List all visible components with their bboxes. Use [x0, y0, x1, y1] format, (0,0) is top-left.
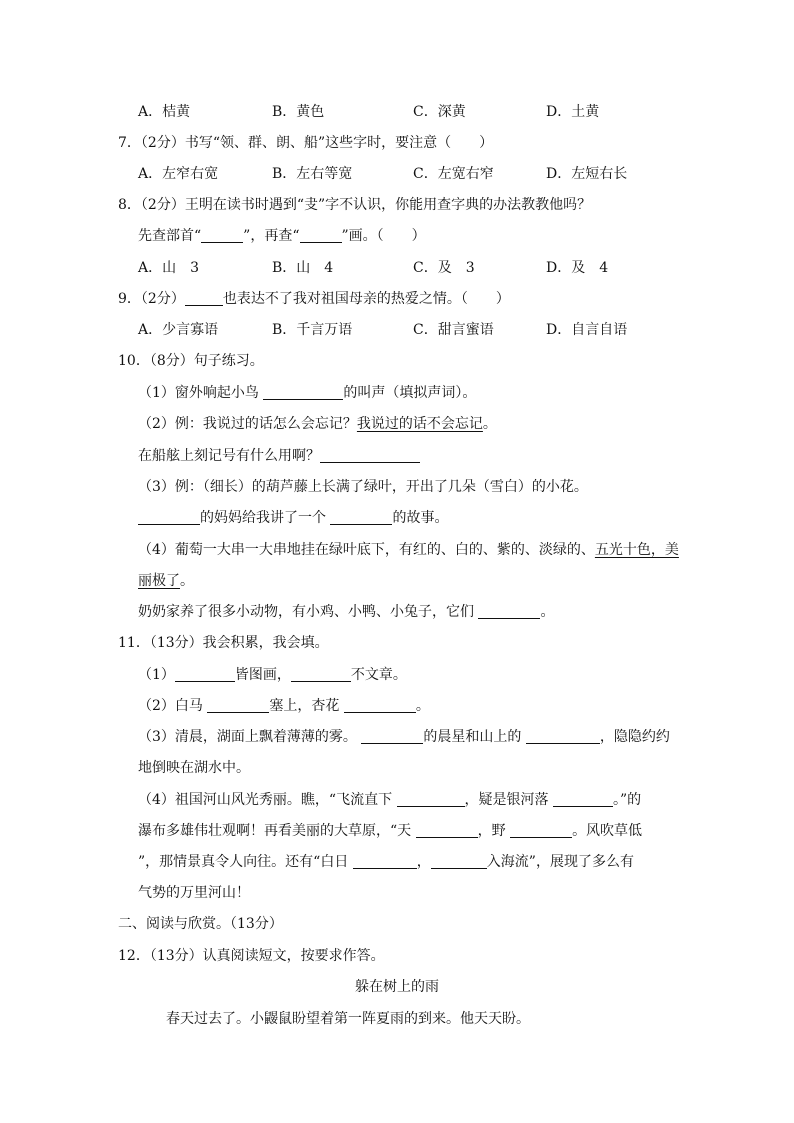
- q9-stem: 9．（2分） 也表达不了我对祖国母亲的热爱之情。（ ）: [118, 291, 510, 307]
- q10-part2: （2）例：我说过的话怎么会忘记？我说过的话不会忘记。: [138, 416, 497, 432]
- q11-p4-blank-1[interactable]: [397, 792, 465, 807]
- q6-option-d[interactable]: D．土黄: [546, 104, 600, 120]
- q8-option-c[interactable]: C．及 3: [413, 260, 475, 276]
- q8-radical-blank[interactable]: [201, 228, 243, 243]
- q11-part4: （4）祖国河山风光秀丽。瞧，“飞流直下 ，疑是银河落 。”的: [138, 792, 642, 808]
- q11-p4-blank-4[interactable]: [510, 823, 572, 838]
- section-2-heading: 二、阅读与欣赏。（13分）: [118, 916, 283, 932]
- q11-p2-blank-1[interactable]: [207, 698, 269, 713]
- q11-p3-blank-1[interactable]: [361, 729, 423, 744]
- q9-options: [138, 320, 738, 340]
- q10-part3: （3）例：（细长）的葫芦藤上长满了绿叶，开出了几朵（雪白）的小花。: [138, 479, 588, 495]
- q8-line2-b: ”，再查“: [243, 228, 300, 244]
- passage-title: 躲在树上的雨: [355, 979, 439, 995]
- q9-option-b[interactable]: B．千言万语: [272, 322, 353, 338]
- q10-p3-blank-2[interactable]: [330, 510, 392, 525]
- q9-option-d[interactable]: D．自言自语: [546, 322, 628, 338]
- q8-options: [138, 258, 738, 278]
- q10-stem: 10．（8分）句子练习。: [118, 353, 264, 369]
- q11-stem: 11．（13分）我会积累，我会填。: [118, 635, 329, 651]
- q11-part4-line4: 气势的万里河山！: [138, 885, 250, 901]
- q11-p4-blank-2[interactable]: [553, 792, 613, 807]
- q8-line2-c: ”画。（ ）: [341, 228, 426, 244]
- q11-p4-blank-5[interactable]: [353, 854, 417, 869]
- q11-part3: （3）清晨，湖面上飘着薄薄的雾。 的晨星和山上的 ，隐隐约约: [138, 729, 670, 745]
- q11-part1: （1） 皆图画， 不文章。: [138, 667, 407, 683]
- q11-part4-line2: 瀑布多雄伟壮观啊！再看美丽的大草原，“天 ，野 。风吹草低: [138, 823, 643, 839]
- q8-stem: 8．（2分）王明在读书时遇到“叏”字不认识，你能用查字典的办法教教他吗？: [118, 197, 592, 213]
- q8-option-a[interactable]: A．山 3: [138, 260, 200, 276]
- q10-part4-cont: 丽极了。: [138, 573, 194, 589]
- q6-option-a[interactable]: A．桔黄: [138, 104, 191, 120]
- q8-option-d[interactable]: D．及 4: [546, 260, 609, 276]
- q11-p3-blank-2[interactable]: [526, 729, 600, 744]
- q10-p2-blank[interactable]: [320, 448, 420, 463]
- q11-part2: （2）白马 塞上，杏花 。: [138, 698, 430, 714]
- q10-part1: （1）窗外响起小鸟 的叫声（填拟声词）。: [138, 385, 477, 401]
- q7-stem: 7．（2分）书写“领、群、朗、船”这些字时，要注意（ ）: [118, 135, 494, 151]
- q10-part4: （4）葡萄一大串一大串地挂在绿叶底下，有红的、白的、紫的、淡绿的、五光十色，美: [138, 542, 679, 558]
- q10-p3-blank-1[interactable]: [138, 510, 200, 525]
- q10-part2-question: 在船舷上刻记号有什么用啊？: [138, 446, 420, 466]
- q10-p1-blank[interactable]: [263, 385, 343, 400]
- q8-stroke-blank[interactable]: [300, 228, 342, 243]
- q11-part3-cont: 地倒映在湖水中。: [138, 760, 250, 776]
- q11-p1-blank-1[interactable]: [175, 667, 235, 682]
- q11-p2-blank-2[interactable]: [344, 698, 416, 713]
- q8-line2: [138, 226, 426, 246]
- q8-line2-a: 先查部首“: [138, 228, 202, 244]
- q11-p4-blank-3[interactable]: [416, 823, 478, 838]
- q7-options: [138, 164, 738, 184]
- q11-p4-blank-6[interactable]: [431, 854, 487, 869]
- q9-option-a[interactable]: A．少言寡语: [138, 322, 219, 338]
- q10-part3-answer: 的妈妈给我讲了一个 的故事。: [138, 508, 448, 528]
- q9-option-c[interactable]: C．甜言蜜语: [413, 322, 494, 338]
- q7-option-d[interactable]: D．左短右长: [546, 166, 628, 182]
- q6-options: [138, 102, 738, 122]
- q11-p1-blank-2[interactable]: [291, 667, 351, 682]
- q12-stem: 12．（13分）认真阅读短文，按要求作答。: [118, 948, 385, 964]
- q6-option-c[interactable]: C．深黄: [413, 104, 466, 120]
- q10-part4-question: 奶奶家养了很多小动物，有小鸡、小鸭、小兔子，它们 。: [138, 604, 555, 620]
- q9-blank[interactable]: [185, 291, 223, 306]
- q7-option-c[interactable]: C．左宽右窄: [413, 166, 494, 182]
- q11-part4-line3: ”，那情景真令人向往。还有“白日 ， 入海流”，展现了多么有: [138, 854, 634, 870]
- q8-option-b[interactable]: B．山 4: [272, 260, 334, 276]
- q10-p2-example-answer: 我说过的话不会忘记: [356, 416, 483, 432]
- q10-p4-blank[interactable]: [478, 604, 540, 619]
- q9-stem-text: 也表达不了我对祖国母亲的热爱之情。（ ）: [222, 291, 510, 307]
- q7-option-b[interactable]: B．左右等宽: [272, 166, 353, 182]
- q7-option-a[interactable]: A．左窄右宽: [138, 166, 219, 182]
- passage-first-line: 春天过去了。小鼹鼠盼望着第一阵夏雨的到来。他天天盼。: [166, 1011, 530, 1027]
- q6-option-b[interactable]: B．黄色: [272, 104, 325, 120]
